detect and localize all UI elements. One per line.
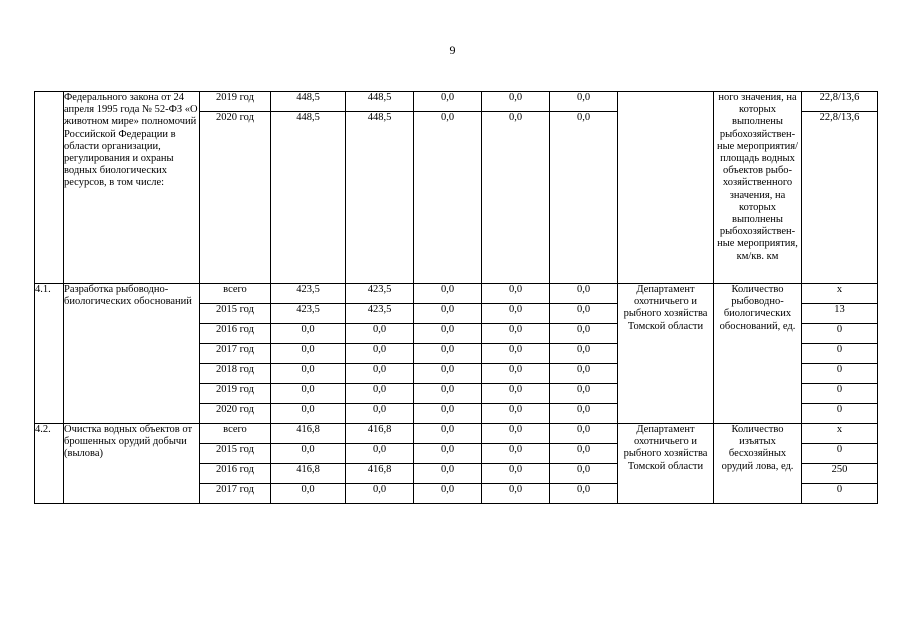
funding-cell: 0,0 — [414, 404, 482, 424]
measure-name: Федерального закона от 24 апреля 1995 года № 52-ФЗ «О животном мире» полномочий Российской Федерации в области организации, регулирования и охраны водных биологических ресурсов, в том числе: — [64, 92, 200, 284]
target-cell: 0 — [802, 344, 878, 364]
period-cell: всего — [200, 424, 271, 444]
row-number: 4.1. — [35, 284, 64, 424]
page-number: 9 — [449, 43, 456, 57]
funding-cell: 0,0 — [482, 464, 550, 484]
funding-cell: 0,0 — [414, 284, 482, 304]
target-cell: 0 — [802, 404, 878, 424]
period-cell: 2016 год — [200, 464, 271, 484]
target-cell: 0 — [802, 484, 878, 504]
funding-cell: 0,0 — [346, 384, 414, 404]
funding-cell: 416,8 — [346, 464, 414, 484]
target-cell: 0 — [802, 444, 878, 464]
total-cell: 423,5 — [271, 284, 346, 304]
funding-cell: 0,0 — [550, 304, 618, 324]
funding-cell: 0,0 — [550, 112, 618, 284]
target-cell: x — [802, 424, 878, 444]
total-cell: 0,0 — [271, 484, 346, 504]
total-cell: 0,0 — [271, 444, 346, 464]
row-number: 4.2. — [35, 424, 64, 504]
funding-cell: 0,0 — [414, 484, 482, 504]
funding-cell: 423,5 — [346, 284, 414, 304]
funding-cell: 0,0 — [550, 484, 618, 504]
indicator-cell: Количество рыбоводно-биологических обоснований, ед. — [714, 284, 802, 424]
funding-cell: 423,5 — [346, 304, 414, 324]
funding-cell: 0,0 — [482, 92, 550, 112]
total-cell: 0,0 — [271, 364, 346, 384]
funding-cell: 0,0 — [346, 404, 414, 424]
table-row — [35, 424, 878, 444]
total-cell: 0,0 — [271, 344, 346, 364]
target-cell: 0 — [802, 364, 878, 384]
period-cell: 2019 год — [200, 384, 271, 404]
row-number — [35, 92, 64, 284]
funding-cell: 0,0 — [482, 424, 550, 444]
target-cell: 13 — [802, 304, 878, 324]
total-cell: 416,8 — [271, 464, 346, 484]
period-cell: 2020 год — [200, 112, 271, 284]
funding-cell: 0,0 — [550, 424, 618, 444]
target-cell: 22,8/13,6 — [802, 112, 878, 284]
period-cell: 2015 год — [200, 444, 271, 464]
funding-cell: 0,0 — [550, 464, 618, 484]
total-cell: 0,0 — [271, 324, 346, 344]
funding-cell: 0,0 — [482, 284, 550, 304]
funding-cell: 0,0 — [550, 344, 618, 364]
period-cell: 2017 год — [200, 484, 271, 504]
funding-cell: 448,5 — [346, 112, 414, 284]
responsible-cell — [618, 92, 714, 284]
funding-cell: 0,0 — [414, 384, 482, 404]
target-cell: 250 — [802, 464, 878, 484]
funding-cell: 0,0 — [346, 324, 414, 344]
table-row — [35, 92, 878, 112]
funding-cell: 0,0 — [346, 344, 414, 364]
funding-cell: 0,0 — [414, 444, 482, 464]
funding-cell: 0,0 — [414, 112, 482, 284]
funding-cell: 0,0 — [346, 484, 414, 504]
period-cell: всего — [200, 284, 271, 304]
total-cell: 423,5 — [271, 304, 346, 324]
funding-cell: 0,0 — [550, 404, 618, 424]
table-row — [35, 284, 878, 304]
funding-cell: 0,0 — [482, 112, 550, 284]
responsible-cell: Департамент охотничьего и рыбного хозяйства Томской области — [618, 284, 714, 424]
funding-cell: 0,0 — [414, 424, 482, 444]
funding-cell: 0,0 — [482, 324, 550, 344]
funding-cell: 0,0 — [414, 364, 482, 384]
funding-cell: 0,0 — [550, 384, 618, 404]
funding-cell: 0,0 — [414, 344, 482, 364]
program-table — [34, 91, 878, 504]
funding-cell: 0,0 — [346, 364, 414, 384]
period-cell: 2017 год — [200, 344, 271, 364]
total-cell: 448,5 — [271, 112, 346, 284]
funding-cell: 0,0 — [414, 304, 482, 324]
funding-cell: 0,0 — [550, 444, 618, 464]
funding-cell: 0,0 — [346, 444, 414, 464]
indicator-cell: Количество изъятых бесхозяйных орудий лова, ед. — [714, 424, 802, 504]
target-cell: 22,8/13,6 — [802, 92, 878, 112]
period-cell: 2015 год — [200, 304, 271, 324]
total-cell: 448,5 — [271, 92, 346, 112]
period-cell: 2016 год — [200, 324, 271, 344]
funding-cell: 448,5 — [346, 92, 414, 112]
total-cell: 0,0 — [271, 384, 346, 404]
indicator-cell: ного значения, на которых выполнены рыбохозяйствен-ные мероприятия/ площадь водных объектов рыбо-хозяйственного значения, на которых выполнены рыбохозяйствен-ные мероприятия, км/кв. км — [714, 92, 802, 284]
funding-cell: 0,0 — [482, 484, 550, 504]
funding-cell: 0,0 — [482, 304, 550, 324]
target-cell: 0 — [802, 324, 878, 344]
period-cell: 2020 год — [200, 404, 271, 424]
funding-cell: 0,0 — [482, 384, 550, 404]
funding-cell: 0,0 — [550, 364, 618, 384]
funding-cell: 0,0 — [414, 464, 482, 484]
funding-cell: 416,8 — [346, 424, 414, 444]
target-cell: 0 — [802, 384, 878, 404]
funding-cell: 0,0 — [482, 364, 550, 384]
period-cell: 2019 год — [200, 92, 271, 112]
funding-cell: 0,0 — [414, 324, 482, 344]
measure-name: Разработка рыбоводно-биологических обоснований — [64, 284, 200, 424]
period-cell: 2018 год — [200, 364, 271, 384]
target-cell: x — [802, 284, 878, 304]
funding-cell: 0,0 — [482, 344, 550, 364]
funding-cell: 0,0 — [550, 284, 618, 304]
funding-cell: 0,0 — [550, 324, 618, 344]
responsible-cell: Департамент охотничьего и рыбного хозяйства Томской области — [618, 424, 714, 504]
total-cell: 416,8 — [271, 424, 346, 444]
total-cell: 0,0 — [271, 404, 346, 424]
funding-cell: 0,0 — [414, 92, 482, 112]
funding-cell: 0,0 — [482, 404, 550, 424]
funding-cell: 0,0 — [482, 444, 550, 464]
measure-name: Очистка водных объектов от брошенных орудий добычи (вылова) — [64, 424, 200, 504]
funding-cell: 0,0 — [550, 92, 618, 112]
